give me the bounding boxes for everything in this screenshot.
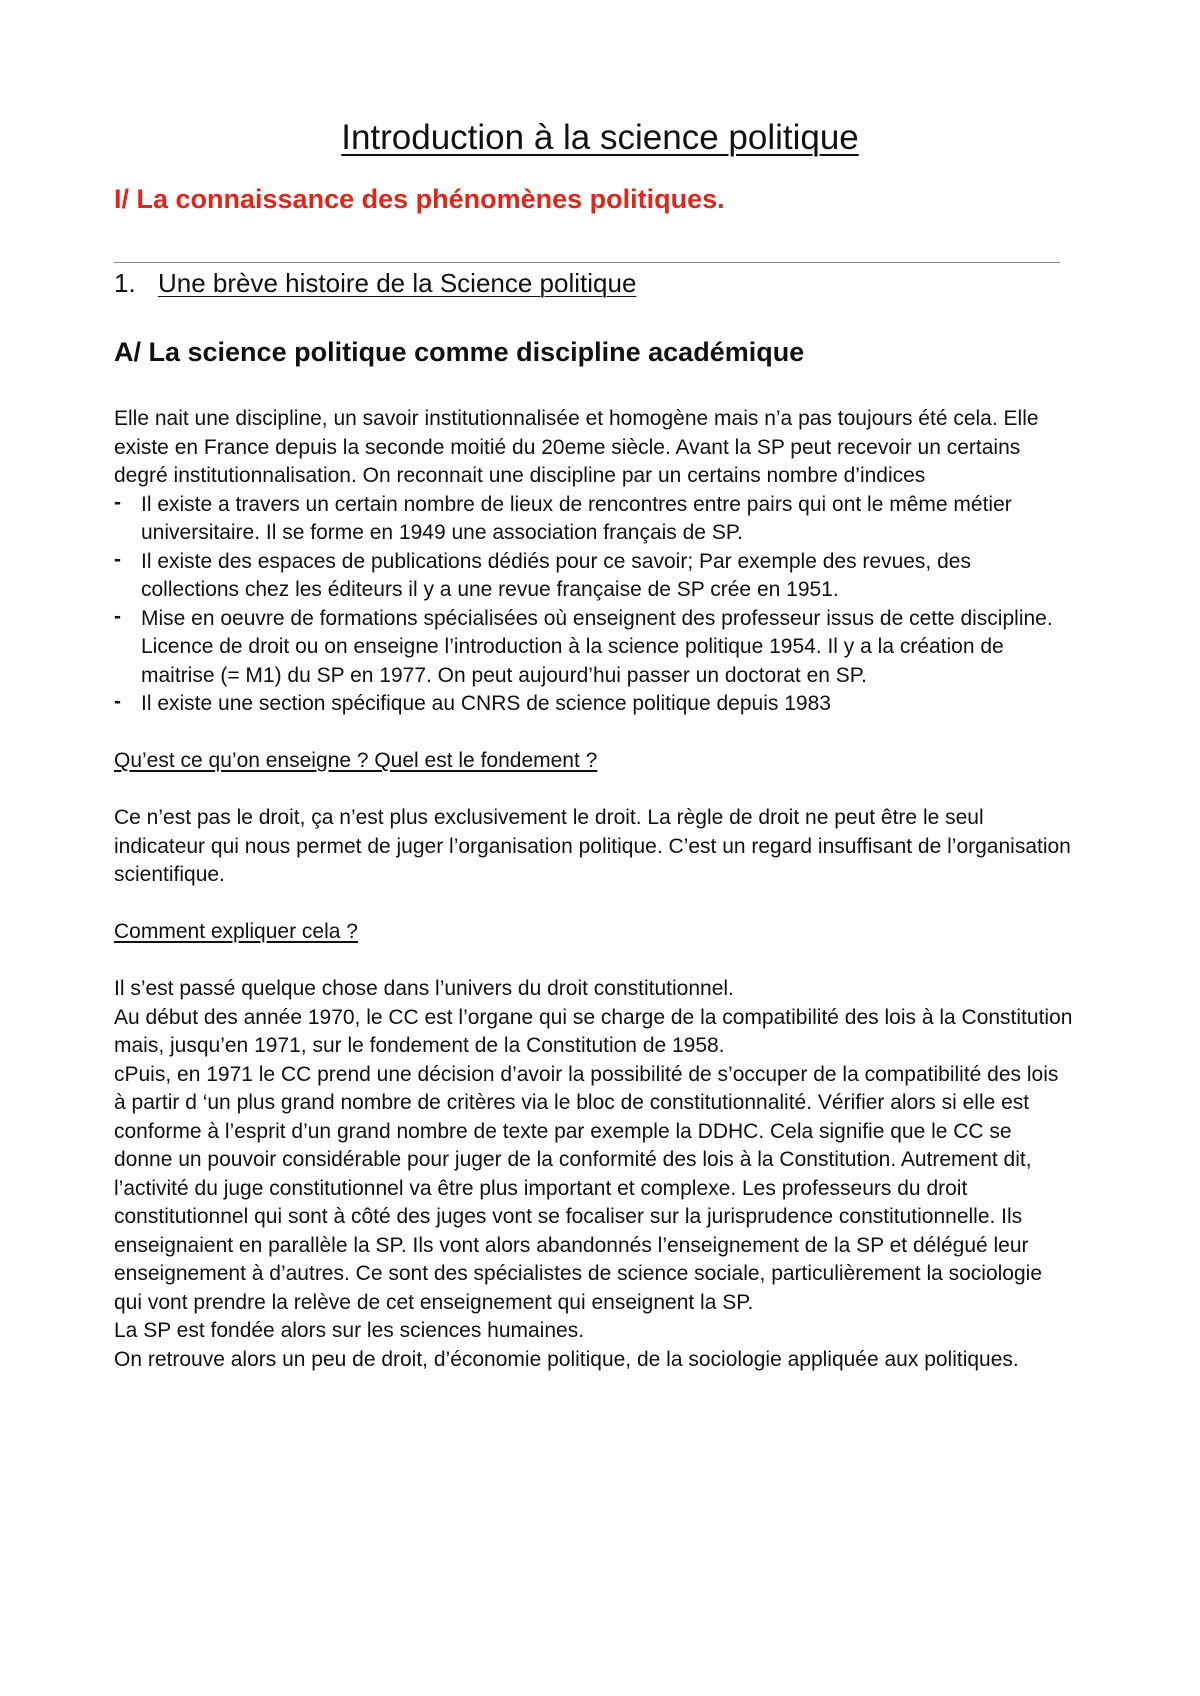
paragraph-line: La SP est fondée alors sur les sciences humaines. [114, 1319, 585, 1342]
paragraph-line: Au début des année 1970, le CC est l’organe qui se charge de la compatibilité des lois à la Constitution mais, jusqu’en 1971, sur le fondement de la Constitution de 1958. [114, 1005, 1073, 1057]
list-item: - Mise en oeuvre de formations spécialisées où enseignent des professeur issus de cette discipline. Licence de droit ou on enseigne l’introduction à la science politique 1954. Il y a la création de maitrise (= M1) du SP en 1977. On peut aujourd’hui passer un doctorat en SP. [114, 605, 1074, 691]
document-title: Introduction à la science politique [341, 118, 859, 157]
document-body [114, 405, 1074, 1374]
list-item: - Il existe a travers un certain nombre de lieux de rencontres entre pairs qui ont le même métier universitaire. Il se forme en 1949 une association français de SP. [114, 491, 1074, 548]
section-heading: A/ La science politique comme discipline académique [114, 337, 805, 367]
question-heading: Comment expliquer cela ? [114, 920, 358, 943]
answer-paragraph: Ce n’est pas le droit, ça n’est plus exclusivement le droit. La règle de droit ne peut être le seul indicateur qui nous permet de juger l’organisation politique. C’est un regard insuffisant de l’organisation scientifique. [114, 806, 1071, 886]
list-item: - Il existe des espaces de publications dédiés pour ce savoir; Par exemple des revues, des collections chez les éditeurs il y a une revue française de SP crée en 1951. [114, 548, 1074, 605]
part-heading: I/ La connaissance des phénomènes politiques. [114, 184, 725, 214]
indices-list [114, 491, 1074, 719]
paragraph-line: Il s’est passé quelque chose dans l’univers du droit constitutionnel. [114, 977, 734, 1000]
list-item: - Il existe une section spécifique au CNRS de science politique depuis 1983 [114, 690, 1074, 719]
numbered-heading-number: 1. [114, 268, 136, 298]
paragraph-line: On retrouve alors un peu de droit, d’économie politique, de la sociologie appliquée aux politiques. [114, 1347, 1019, 1371]
intro-paragraph: Elle nait une discipline, un savoir institutionnalisée et homogène mais n’a pas toujours été cela. Elle existe en France depuis la seconde moitié du 20eme siècle. Avant la SP peut recevoir un certains degré institutionnalisation. On reconnait une discipline par un certains nombre d’indices [114, 407, 1039, 487]
numbered-heading [114, 268, 636, 299]
paragraph-line: cPuis, en 1971 le CC prend une décision d’avoir la possibilité de s’occuper de la compatibilité des lois à partir d ‘un plus grand nombre de critères via le bloc de constitutionnalité. Vérifier alors si elle est conforme à l’esprit d’un grand nombre de texte par exemple la DDHC. Cela signifie que le CC se donne un pouvoir considérable pour juger de la conformité des lois à la Constitution. Autrement dit, l’activité du juge constitutionnel va être plus important et complexe. Les professeurs du droit constitutionnel qui sont à côté des juges vont se focaliser sur la jurisprudence constitutionnelle. Ils enseignaient en parallèle la SP. Ils vont alors abandonnés l’enseignement de la SP et délégué leur enseignement à d’autres. Ce sont des spécialistes de science sociale, particulièrement la sociologie qui vont prendre la relève de cet enseignement qui enseignent la SP. [114, 1062, 1059, 1314]
question-heading: Qu’est ce qu’on enseigne ? Quel est le fondement ? [114, 749, 598, 772]
horizontal-rule [114, 262, 1060, 263]
numbered-heading-text: Une brève histoire de la Science politique [158, 268, 637, 298]
